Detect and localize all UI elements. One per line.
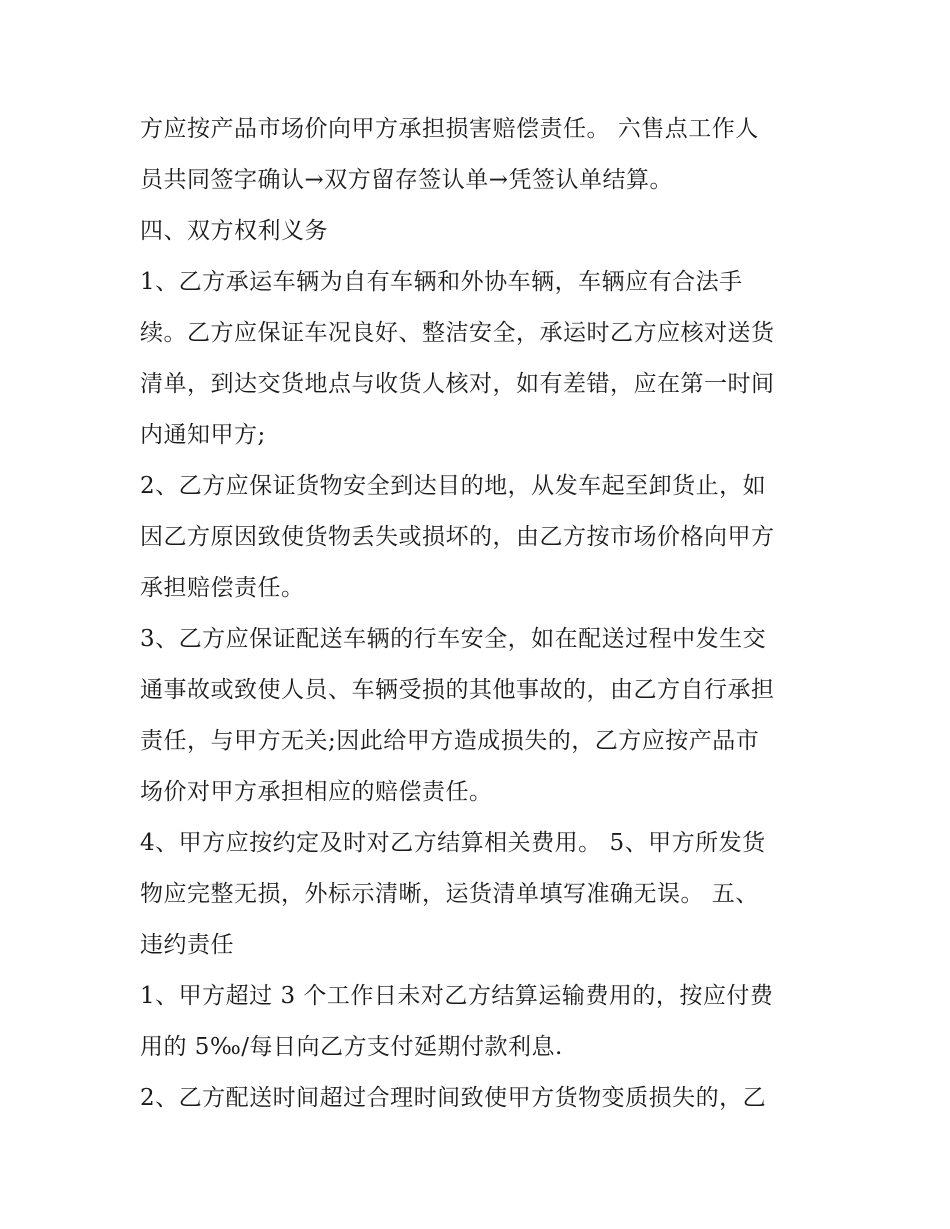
text-line: 3、乙方应保证配送车辆的行车安全，如在配送过程中发生交 [140,626,767,652]
text-line: 物应完整无损，外标示清晰，运货清单填写准确无误。 五、 [140,881,759,907]
text-line: 4、甲方应按约定及时对乙方结算相关费用。 5、甲方所发货 [140,830,766,856]
text-line: 2、乙方配送时间超过合理时间致使甲方货物变质损失的，乙 [140,1085,767,1111]
text-line: 清单，到达交货地点与收货人核对，如有差错，应在第一时间 [140,371,775,397]
section-heading: 四、双方权利义务 [140,218,328,244]
text-line: 因乙方原因致使货物丢失或损坏的，由乙方按市场价格向甲方 [140,524,775,550]
text-line: 通事故或致使人员、车辆受损的其他事故的，由乙方自行承担 [140,677,775,703]
text-line: 2、乙方应保证货物安全到达目的地，从发车起至卸货止，如 [140,473,767,499]
text-line: 员共同签字确认→双方留存签认单→凭签认单结算。 [140,167,674,193]
text-line: 承担赔偿责任。 [140,575,305,601]
text-line: 续。乙方应保证车况良好、整洁安全，承运时乙方应核对送货 [140,320,775,346]
text-line: 1、乙方承运车辆为自有车辆和外协车辆，车辆应有合法手 [140,269,743,295]
section-heading: 违约责任 [140,932,234,958]
text-line: 方应按产品市场价向甲方承担损害赔偿责任。 六售点工作人 [140,116,759,142]
text-line: 场价对甲方承担相应的赔偿责任。 [140,779,493,805]
text-line: 内通知甲方; [140,422,266,448]
text-line: 1、甲方超过 3 个工作日未对乙方结算运输费用的，按应付费 [140,983,774,1009]
contract-text [140,104,820,1124]
text-line: 用的 5‰/每日向乙方支付延期付款利息. [140,1034,563,1060]
text-line: 责任，与甲方无关;因此给甲方造成损失的，乙方应按产品市 [140,728,760,754]
